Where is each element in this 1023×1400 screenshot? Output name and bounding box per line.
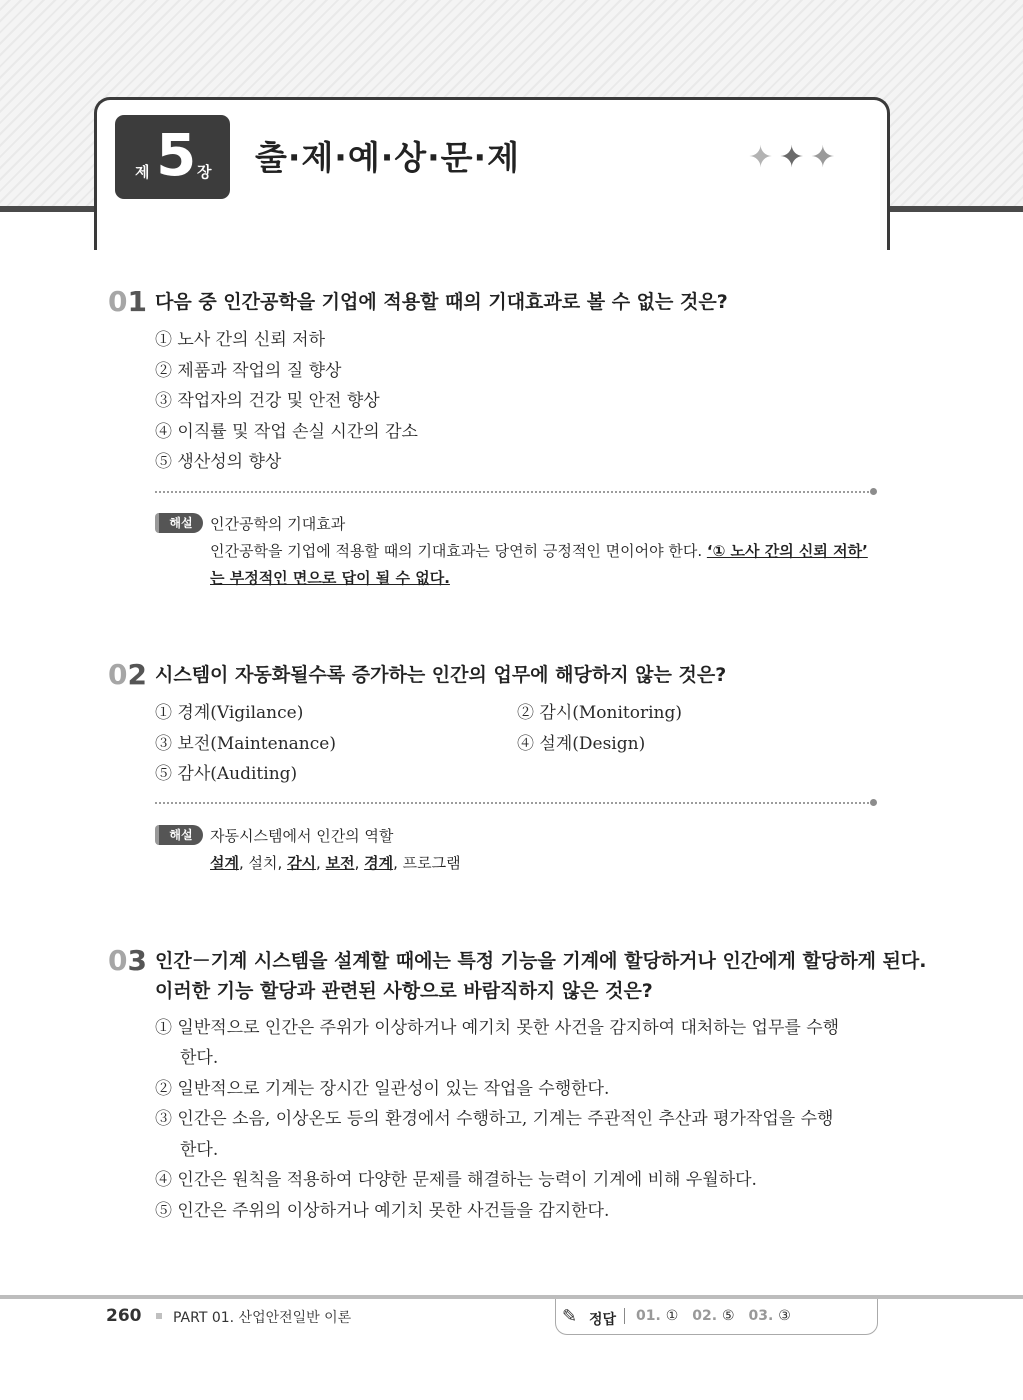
star-icon: ✦ bbox=[779, 140, 811, 175]
option: ② 감시(Monitoring) bbox=[517, 703, 683, 723]
explanation-title: 자동시스템에서 인간의 역할 bbox=[210, 827, 394, 845]
star-icon: ✦ bbox=[810, 140, 842, 175]
answer-choice: ⑤ bbox=[721, 1308, 735, 1324]
option-continuation: 한다. bbox=[180, 1140, 219, 1160]
option: ⑤ 생산성의 향상 bbox=[155, 452, 282, 472]
option: ② 일반적으로 기계는 장시간 일관성이 있는 작업을 수행한다. bbox=[155, 1079, 610, 1099]
question-text: 시스템이 자동화될수록 증가하는 인간의 업무에 해당하지 않는 것은? bbox=[155, 664, 727, 686]
answer-question: 01. bbox=[636, 1308, 661, 1324]
divider bbox=[155, 802, 873, 804]
explanation-line: 설계, 설치, 감시, 보전, 경계, 프로그램 bbox=[210, 854, 461, 872]
divider bbox=[155, 491, 873, 493]
explanation-title: 인간공학의 기대효과 bbox=[210, 515, 346, 533]
option: ④ 설계(Design) bbox=[517, 734, 646, 754]
question-text: 이러한 기능 할당과 관련된 사항으로 바람직하지 않은 것은? bbox=[155, 980, 653, 1002]
option: ⑤ 감사(Auditing) bbox=[155, 764, 298, 784]
question-number: 01 bbox=[108, 285, 147, 318]
part-label: PART 01. 산업안전일반 이론 bbox=[173, 1310, 352, 1326]
chapter-prefix: 제 bbox=[135, 163, 150, 181]
page-title: 출·제·예·상·문·제 bbox=[255, 138, 520, 177]
bullet-square bbox=[156, 1313, 162, 1319]
option: ④ 이직률 및 작업 손실 시간의 감소 bbox=[155, 422, 418, 442]
decorative-stars bbox=[748, 140, 841, 175]
explanation-tag: 해설 bbox=[155, 513, 203, 533]
chapter-number: 5 bbox=[156, 121, 197, 189]
chapter-badge bbox=[115, 115, 230, 199]
option: ③ 인간은 소음, 이상온도 등의 환경에서 수행하고, 기계는 주관적인 추산과 평가작업을 수행 bbox=[155, 1109, 834, 1129]
pencil-icon: ✎ bbox=[562, 1306, 578, 1327]
question-text: 다음 중 인간공학을 기업에 적용할 때의 기대효과로 볼 수 없는 것은? bbox=[155, 291, 728, 313]
explanation-tag: 해설 bbox=[155, 825, 203, 845]
answer-choice: ③ bbox=[778, 1308, 791, 1324]
question-number: 02 bbox=[108, 658, 147, 691]
answer-choice: ① bbox=[665, 1308, 679, 1324]
option: ① 경계(Vigilance) bbox=[155, 703, 304, 723]
answer-question: 03. bbox=[748, 1308, 774, 1324]
option: ① 일반적으로 인간은 주위가 이상하거나 예기치 못한 사건을 감지하여 대처하는 업무를 수행 bbox=[155, 1018, 840, 1038]
option: ③ 보전(Maintenance) bbox=[155, 734, 336, 754]
header-rule-right bbox=[888, 206, 1023, 212]
option-continuation: 한다. bbox=[180, 1048, 219, 1068]
explanation-line: 는 부정적인 면으로 답이 될 수 없다. bbox=[210, 569, 450, 587]
page-number: 260 bbox=[106, 1306, 142, 1326]
option: ⑤ 인간은 주위의 이상하거나 예기치 못한 사건들을 감지한다. bbox=[155, 1201, 610, 1221]
answer-label: 정답 bbox=[589, 1312, 617, 1328]
answer-list bbox=[636, 1308, 805, 1324]
chapter-suffix: 장 bbox=[197, 163, 212, 181]
option: ③ 작업자의 건강 및 안전 향상 bbox=[155, 391, 380, 411]
answer-separator bbox=[624, 1308, 625, 1324]
answer-question: 02. bbox=[692, 1308, 718, 1324]
question-number: 03 bbox=[108, 944, 147, 977]
star-icon: ✦ bbox=[748, 140, 780, 175]
explanation-line: 인간공학을 기업에 적용할 때의 기대효과는 당연히 긍정적인 면이어야 한다. ‘① 노사 간의 신뢰 저하’ bbox=[210, 542, 868, 560]
option: ① 노사 간의 신뢰 저하 bbox=[155, 330, 325, 350]
option: ② 제품과 작업의 질 향상 bbox=[155, 361, 342, 381]
option: ④ 인간은 원칙을 적용하여 다양한 문제를 해결하는 능력이 기계에 비해 우월하다. bbox=[155, 1170, 757, 1190]
question-text: 인간－기계 시스템을 설계할 때에는 특정 기능을 기계에 할당하거나 인간에게 할당하게 된다. bbox=[155, 950, 927, 972]
header-rule-left bbox=[0, 206, 96, 212]
